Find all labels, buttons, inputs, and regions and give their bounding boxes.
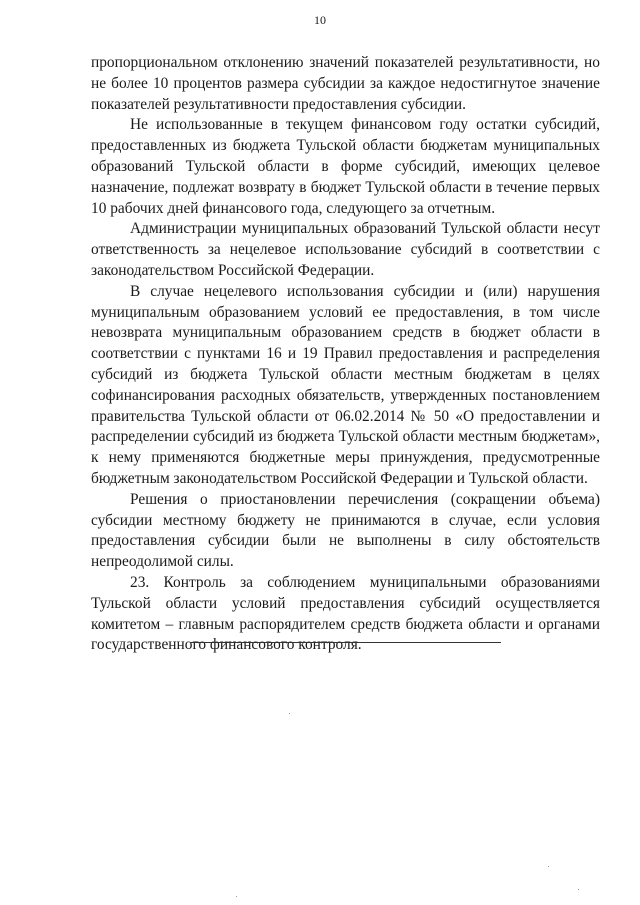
paragraph-responsibility: Администрации муниципальных образований Тульской области несут ответственность за нецелевое использование субсидий в соответствии с законодательством Российской Федерации.: [91, 220, 600, 279]
page-number: 10: [314, 13, 326, 27]
scan-speck: [548, 866, 549, 867]
scan-speck: [578, 889, 579, 890]
paragraph-control-23: 23. Контроль за соблюдением муниципальными образованиями Тульской области условий предоставления субсидий осуществляется комитетом – главным распорядителем средств бюджета области и органами государственного финансового контроля.: [91, 573, 600, 654]
closing-rule: [191, 642, 501, 643]
paragraph-suspension-decisions: Решения о приостановлении перечисления (сокращении объема) субсидии местному бюджету не принимаются в случае, если условия предоставления субсидии были не выполнены в силу обстоятельств непреодолимой силы.: [91, 490, 600, 571]
paragraph-unused-balances: Не использованные в текущем финансовом году остатки субсидий, предоставленных из бюджета Тульской области бюджетам муниципальных образований Тульской области в форме субсидий, имеющих целевое назначение, подлежат возврату в бюджет Тульской области в течение первых 10 рабочих дней финансового года, следующего за отчетным.: [91, 116, 600, 217]
paragraph-misuse-measures: В случае нецелевого использования субсидии и (или) нарушения муниципальным образованием условий ее предоставления, в том числе невозврата муниципальным образованием средств в бюджет области в соответствии с пунктами 16 и 19 Правил предоставления и распределения субсидий из бюджета Тульской области местным бюджетам в целях софинансирования расходных обязательств, утвержденных постановлением правительства Тульской области от 06.02.2014 № 50 «О предоставлении и распределении субсидий из бюджета Тульской области местным бюджетам», к нему применяются бюджетные меры принуждения, предусмотренные бюджетным законодательством Российской Федерации и Тульской области.: [91, 282, 600, 487]
scan-speck: [236, 896, 237, 897]
paragraph-continuation: пропорциональном отклонению значений показателей результативности, но не более 10 процентов размера субсидии за каждое недостигнутое значение показателей результативности предоставления субсидии.: [91, 54, 600, 113]
scan-speck: [289, 713, 290, 714]
document-body: [91, 53, 600, 656]
